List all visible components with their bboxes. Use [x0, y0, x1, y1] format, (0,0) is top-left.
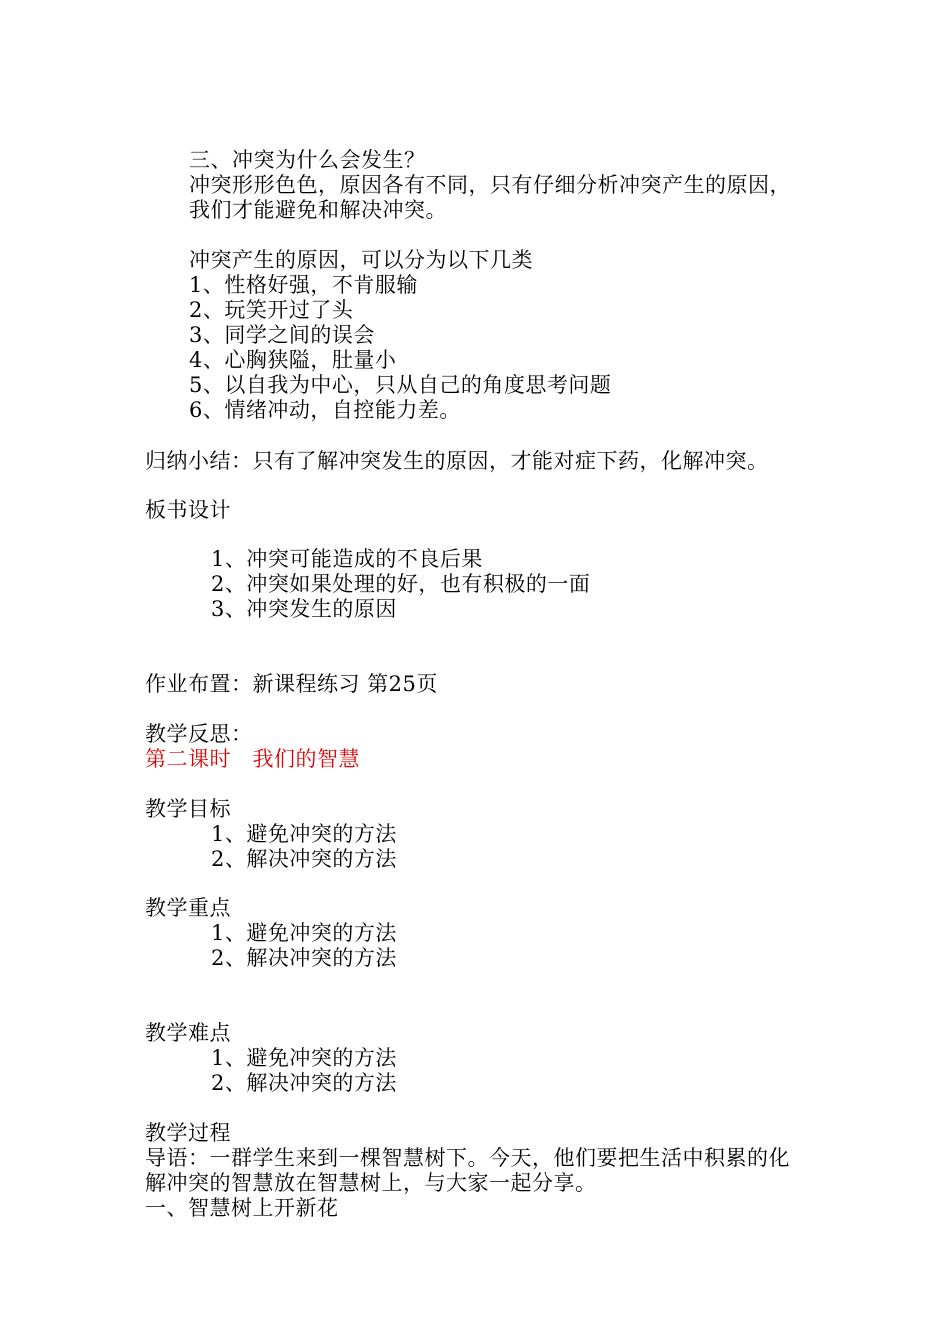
list-item: 3、同学之间的误会 — [189, 323, 375, 347]
subsection-heading: 一、智慧树上开新花 — [145, 1196, 339, 1220]
homework-text: 作业布置：新课程练习 第25页 — [145, 672, 438, 696]
list-item: 2、解决冲突的方法 — [211, 1071, 397, 1095]
list-item: 3、冲突发生的原因 — [211, 597, 397, 621]
key-points-title: 教学重点 — [145, 896, 231, 920]
list-item: 2、解决冲突的方法 — [211, 847, 397, 871]
summary-text: 归纳小结：只有了解冲突发生的原因，才能对症下药，化解冲突。 — [145, 449, 769, 473]
paragraph-line: 导语：一群学生来到一棵智慧树下。今天，他们要把生活中积累的化 — [145, 1146, 790, 1170]
list-item: 4、心胸狭隘，肚量小 — [189, 348, 397, 372]
list-item: 5、以自我为中心，只从自己的角度思考问题 — [189, 373, 612, 397]
reflection-label: 教学反思： — [145, 722, 253, 746]
list-item: 2、冲突如果处理的好，也有积极的一面 — [211, 572, 591, 596]
causes-title: 冲突产生的原因，可以分为以下几类 — [189, 248, 533, 272]
list-item: 1、性格好强，不肯服输 — [189, 273, 418, 297]
list-item: 1、避免冲突的方法 — [211, 921, 397, 945]
paragraph-line: 冲突形形色色，原因各有不同，只有仔细分析冲突产生的原因， — [189, 173, 791, 197]
list-item: 1、冲突可能造成的不良后果 — [211, 547, 483, 571]
goals-title: 教学目标 — [145, 797, 231, 821]
paragraph-line: 解冲突的智慧放在智慧树上，与大家一起分享。 — [145, 1171, 597, 1195]
board-title: 板书设计 — [145, 498, 231, 522]
list-item: 1、避免冲突的方法 — [211, 1046, 397, 1070]
section-heading: 三、冲突为什么会发生？ — [189, 148, 426, 172]
process-title: 教学过程 — [145, 1121, 231, 1145]
list-item: 6、情绪冲动，自控能力差。 — [189, 398, 461, 422]
list-item: 1、避免冲突的方法 — [211, 822, 397, 846]
difficulties-title: 教学难点 — [145, 1021, 231, 1045]
list-item: 2、解决冲突的方法 — [211, 946, 397, 970]
list-item: 2、玩笑开过了头 — [189, 298, 354, 322]
paragraph-line: 我们才能避免和解决冲突。 — [189, 198, 447, 222]
lesson-title: 第二课时 我们的智慧 — [145, 747, 361, 771]
